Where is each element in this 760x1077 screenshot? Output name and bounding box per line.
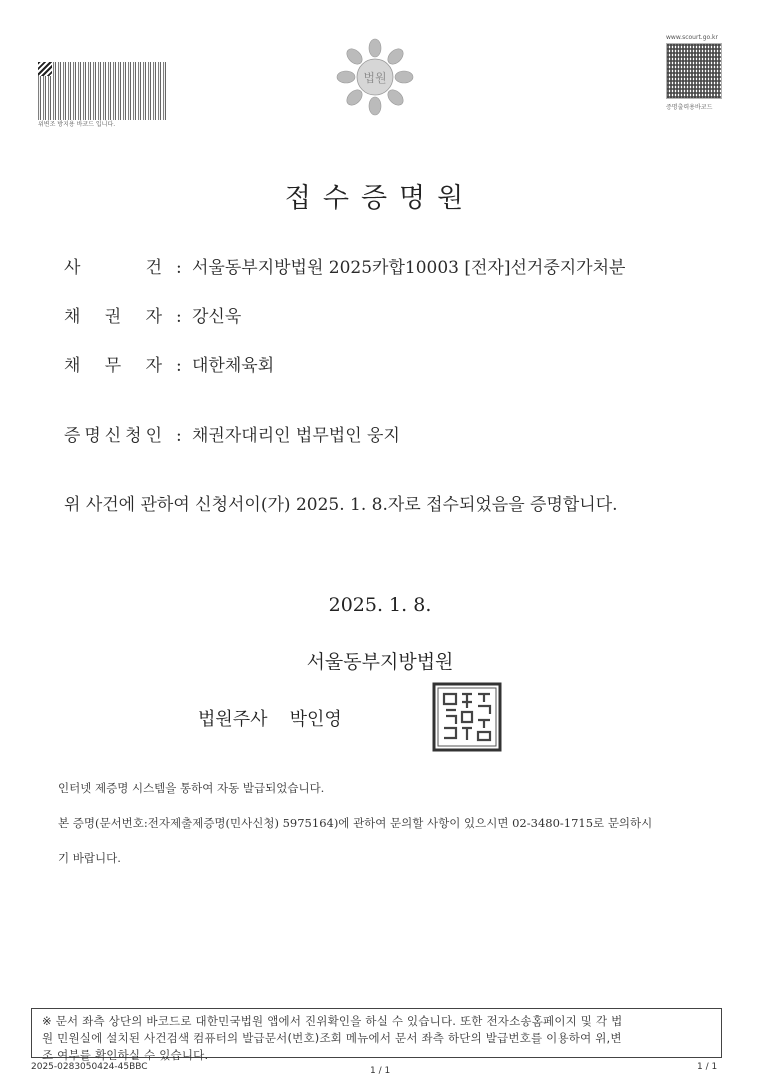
field-value: 대한체육회: [192, 356, 275, 376]
field-colon: :: [176, 307, 182, 327]
emblem-label: 법원: [363, 71, 387, 85]
clerk-signature-line: [198, 705, 364, 731]
official-seal-icon: [432, 682, 502, 752]
barcode-caption: 위변조 방지용 바코드 입니다.: [38, 121, 116, 128]
field-creditor: [64, 302, 241, 327]
notice-line: ※ 문서 좌측 상단의 바코드로 대한민국법원 앱에서 진위확인을 하실 수 있습니다. 또한 전자소송홈페이지 및 각 법: [42, 1014, 623, 1028]
notice-line: 조 여부를 확인하실 수 있습니다.: [42, 1048, 209, 1062]
field-value: 강신욱: [192, 307, 242, 327]
field-label: 채 권 자: [64, 307, 162, 327]
field-colon: :: [176, 356, 182, 376]
notice-line: 원 민원실에 설치된 사건검색 컴퓨터의 발급문서(번호)조회 메뉴에서 문서 좌측 하단의 발급번호를 이용하여 위,변: [42, 1031, 622, 1045]
field-label: 증 명 신 청 인: [64, 426, 162, 446]
field-colon: :: [176, 426, 182, 446]
page-number: 1 / 1: [370, 1066, 391, 1076]
certification-statement: 위 사건에 관하여 신청서이(가) 2025. 1. 8.자로 접수되었음을 증명합니다.: [64, 495, 618, 515]
page-title: 접수증명원: [284, 183, 476, 214]
note-line: 본 증명(문서번호:전자제출제증명(민사신청) 5975164)에 관하여 문의할 사항이 있으시면 02-3480-1715로 문의하시: [58, 816, 653, 830]
note-line: 기 바랍니다.: [58, 851, 121, 865]
field-label: 채 무 자: [64, 356, 162, 376]
issue-number: 2025-0283050424-45BBC: [31, 1062, 148, 1072]
clerk-name: 박인영: [289, 709, 342, 730]
barcode-corner-mark: [38, 62, 52, 76]
verification-barcode: [38, 62, 168, 120]
field-value: 채권자대리인 법무법인 웅지: [192, 426, 400, 446]
issue-date: 2025. 1. 8.: [328, 594, 432, 616]
field-value: 서울동부지방법원 2025카합10003 [전자]선거중지가처분: [192, 258, 626, 278]
clerk-title: 법원주사: [198, 709, 268, 730]
court-name: 서울동부지방법원: [306, 651, 454, 673]
court-emblem-icon: [336, 38, 414, 116]
field-applicant: [64, 421, 400, 446]
note-line: 인터넷 제증명 시스템을 통하여 자동 발급되었습니다.: [58, 781, 325, 795]
verification-notice: [31, 1008, 722, 1062]
field-case: [64, 253, 625, 278]
qr-url: www.scourt.go.kr: [666, 34, 718, 41]
field-label: 사 건: [64, 258, 162, 278]
page-number-right: 1 / 1: [697, 1062, 718, 1072]
qr-caption: 증명출력용바코드: [666, 104, 713, 111]
qr-code: [666, 43, 722, 99]
field-colon: :: [176, 258, 182, 278]
field-debtor: [64, 351, 274, 376]
